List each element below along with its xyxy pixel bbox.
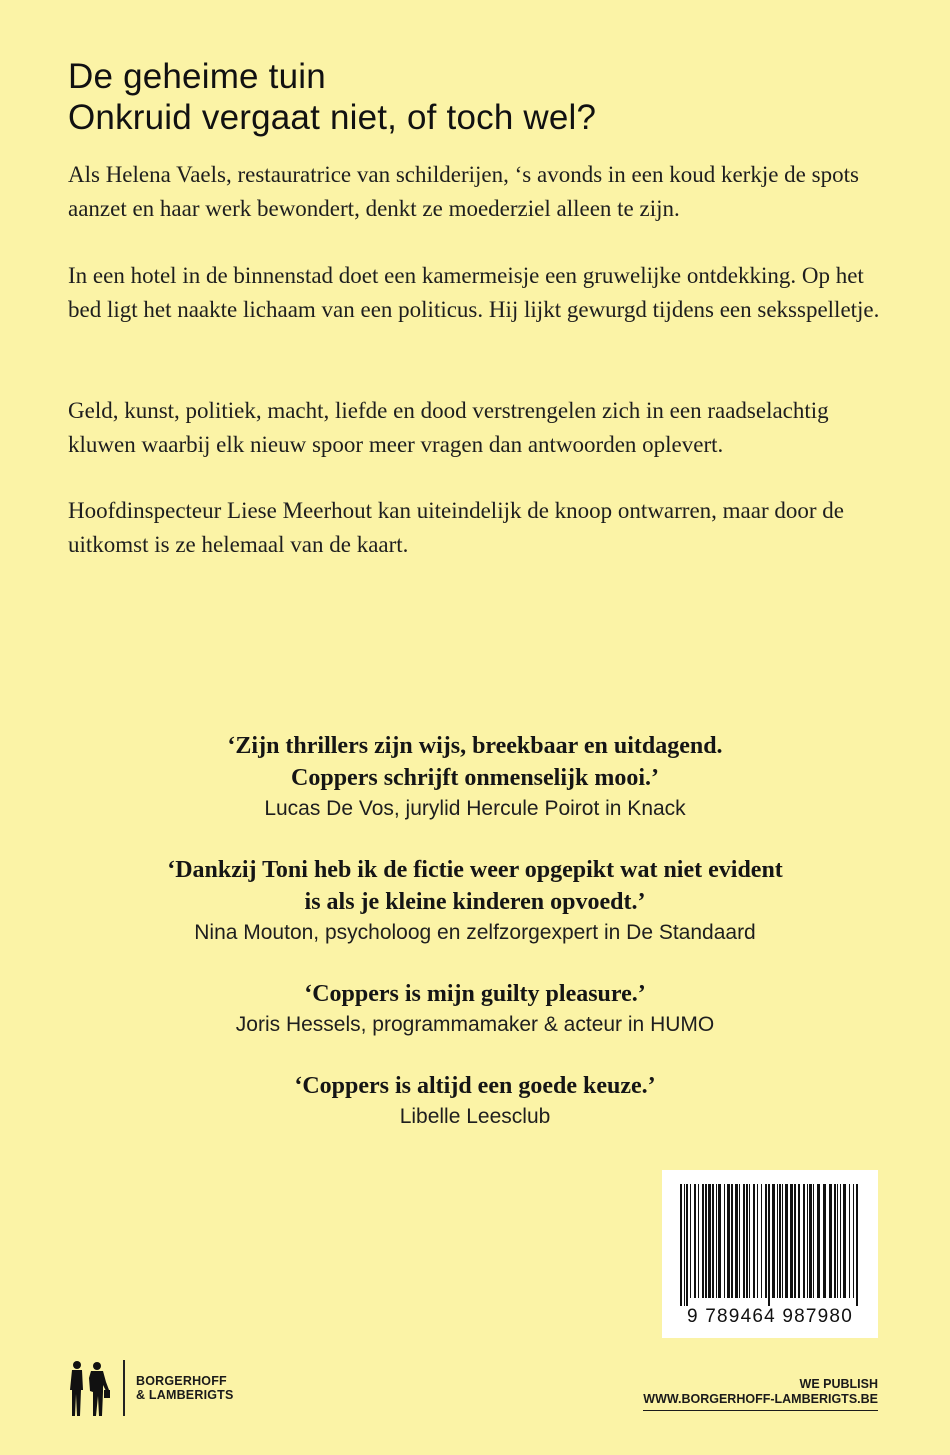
barcode-bar bbox=[753, 1184, 755, 1298]
barcode-bar bbox=[813, 1184, 814, 1298]
barcode-bar bbox=[843, 1184, 846, 1298]
isbn-number: 9 789464 987980 bbox=[687, 1306, 853, 1327]
barcode-bar bbox=[803, 1184, 805, 1298]
barcode-bar bbox=[807, 1184, 808, 1298]
blurb-paragraph-3: Geld, kunst, politiek, macht, liefde en dood verstrengelen zich in een raadselachtig kluwen waarbij elk nieuw spoor meer vragen dan antwoorden oplevert. bbox=[68, 398, 829, 457]
review-quote bbox=[0, 730, 950, 824]
quote-text-line: ‘Coppers is altijd een goede keuze.’ bbox=[294, 1073, 656, 1099]
blurb-paragraph-4: Hoofdinspecteur Liese Meerhout kan uiteindelijk de knoop ontwarren, maar door de uitkomst is ze helemaal van de kaart. bbox=[68, 498, 845, 557]
barcode-bar bbox=[823, 1184, 826, 1298]
blurb-paragraph-2: In een hotel in de binnenstad doet een kamermeisje een gruwelijke ontdekking. Op het bed ligt het naakte lichaam van een politicus. Hij lijkt gewurgd tijdens een seksspelletje. bbox=[68, 263, 880, 322]
quote-text-line: is als je kleine kinderen opvoedt.’ bbox=[304, 889, 646, 915]
quote-source: Libelle Leesclub bbox=[399, 1105, 551, 1128]
barcode-bar bbox=[690, 1184, 691, 1298]
quote-text-line: Coppers schrijft onmenselijk mooi.’ bbox=[291, 765, 659, 791]
title-subtitle: Onkruid vergaat niet, of toch wel? bbox=[68, 98, 597, 137]
quote-source: Nina Mouton, psycholoog en zelfzorgexpert in De Standaard bbox=[194, 921, 756, 944]
barcode-bar bbox=[727, 1184, 730, 1298]
review-quote bbox=[0, 854, 950, 948]
review-quote bbox=[0, 978, 950, 1040]
barcode-bar bbox=[708, 1184, 711, 1298]
barcode-bar bbox=[834, 1184, 836, 1298]
barcode-bar bbox=[785, 1184, 788, 1298]
barcode-bar bbox=[694, 1184, 696, 1298]
barcode-bar bbox=[829, 1184, 832, 1298]
barcode-bar bbox=[743, 1184, 745, 1298]
barcode-bar bbox=[749, 1184, 750, 1298]
publisher-website-link[interactable]: WWW.BORGERHOFF-LAMBERIGTS.BE bbox=[643, 1392, 878, 1411]
publisher-name-line-1: BORGERHOFF bbox=[136, 1374, 227, 1388]
blurb-paragraph-1: Als Helena Vaels, restauratrice van schilderijen, ‘s avonds in een koud kerkje de spots aanzet en haar werk bewondert, denkt ze moederziel alleen te zijn. bbox=[68, 162, 859, 221]
barcode-bar bbox=[809, 1184, 812, 1298]
barcode-bar bbox=[790, 1184, 793, 1298]
barcode-bar bbox=[686, 1184, 688, 1306]
publisher-name bbox=[136, 1374, 234, 1402]
barcode-bar bbox=[716, 1184, 717, 1298]
barcode-bar bbox=[853, 1184, 854, 1298]
quote-text-line: ‘Coppers is mijn guilty pleasure.’ bbox=[304, 981, 646, 1007]
barcode-bar bbox=[817, 1184, 820, 1298]
quote-text-line: ‘Dankzij Toni heb ik de fictie weer opgepikt wat niet evident bbox=[167, 857, 783, 883]
barcode-bar bbox=[772, 1184, 775, 1298]
quote-source: Joris Hessels, programmamaker & acteur in HUMO bbox=[235, 1013, 715, 1036]
quote-source: Lucas De Vos, jurylid Hercule Poirot in Knack bbox=[264, 797, 686, 820]
barcode-bar bbox=[856, 1184, 858, 1306]
barcode-bar bbox=[798, 1184, 800, 1298]
barcode-bar bbox=[712, 1184, 714, 1298]
isbn-barcode bbox=[662, 1170, 878, 1338]
logo-divider bbox=[123, 1360, 125, 1416]
review-quotes bbox=[0, 730, 950, 1162]
barcode-bars bbox=[662, 1170, 878, 1310]
book-title bbox=[68, 56, 596, 138]
barcode-bar bbox=[680, 1184, 682, 1306]
barcode-bar bbox=[705, 1184, 707, 1298]
barcode-bar bbox=[765, 1184, 767, 1298]
barcode-bar bbox=[731, 1184, 733, 1298]
barcode-bar bbox=[739, 1184, 740, 1298]
publisher-tagline: WE PUBLISH bbox=[799, 1377, 878, 1391]
barcode-bar bbox=[840, 1184, 841, 1298]
barcode-bar bbox=[698, 1184, 699, 1298]
barcode-bar bbox=[768, 1184, 770, 1306]
barcode-bar bbox=[777, 1184, 778, 1298]
barcode-bar bbox=[684, 1184, 685, 1306]
barcode-bar bbox=[761, 1184, 762, 1298]
barcode-bar bbox=[724, 1184, 725, 1298]
publisher-footer bbox=[643, 1377, 878, 1411]
barcode-bar bbox=[702, 1184, 704, 1298]
barcode-bar bbox=[837, 1184, 838, 1298]
barcode-bar bbox=[746, 1184, 748, 1298]
review-quote bbox=[0, 1070, 950, 1132]
title-line-1: De geheime tuin bbox=[68, 57, 326, 96]
barcode-bar bbox=[735, 1184, 738, 1298]
barcode-bar bbox=[794, 1184, 796, 1298]
barcode-bar bbox=[718, 1184, 721, 1298]
publisher-name-line-2: & LAMBERIGTS bbox=[136, 1388, 234, 1402]
barcode-bar bbox=[849, 1184, 850, 1298]
barcode-bar bbox=[782, 1184, 783, 1298]
barcode-bar bbox=[779, 1184, 781, 1298]
barcode-bar bbox=[757, 1184, 758, 1298]
two-men-silhouette-icon bbox=[68, 1360, 112, 1423]
quote-text-line: ‘Zijn thrillers zijn wijs, breekbaar en uitdagend. bbox=[227, 733, 723, 759]
